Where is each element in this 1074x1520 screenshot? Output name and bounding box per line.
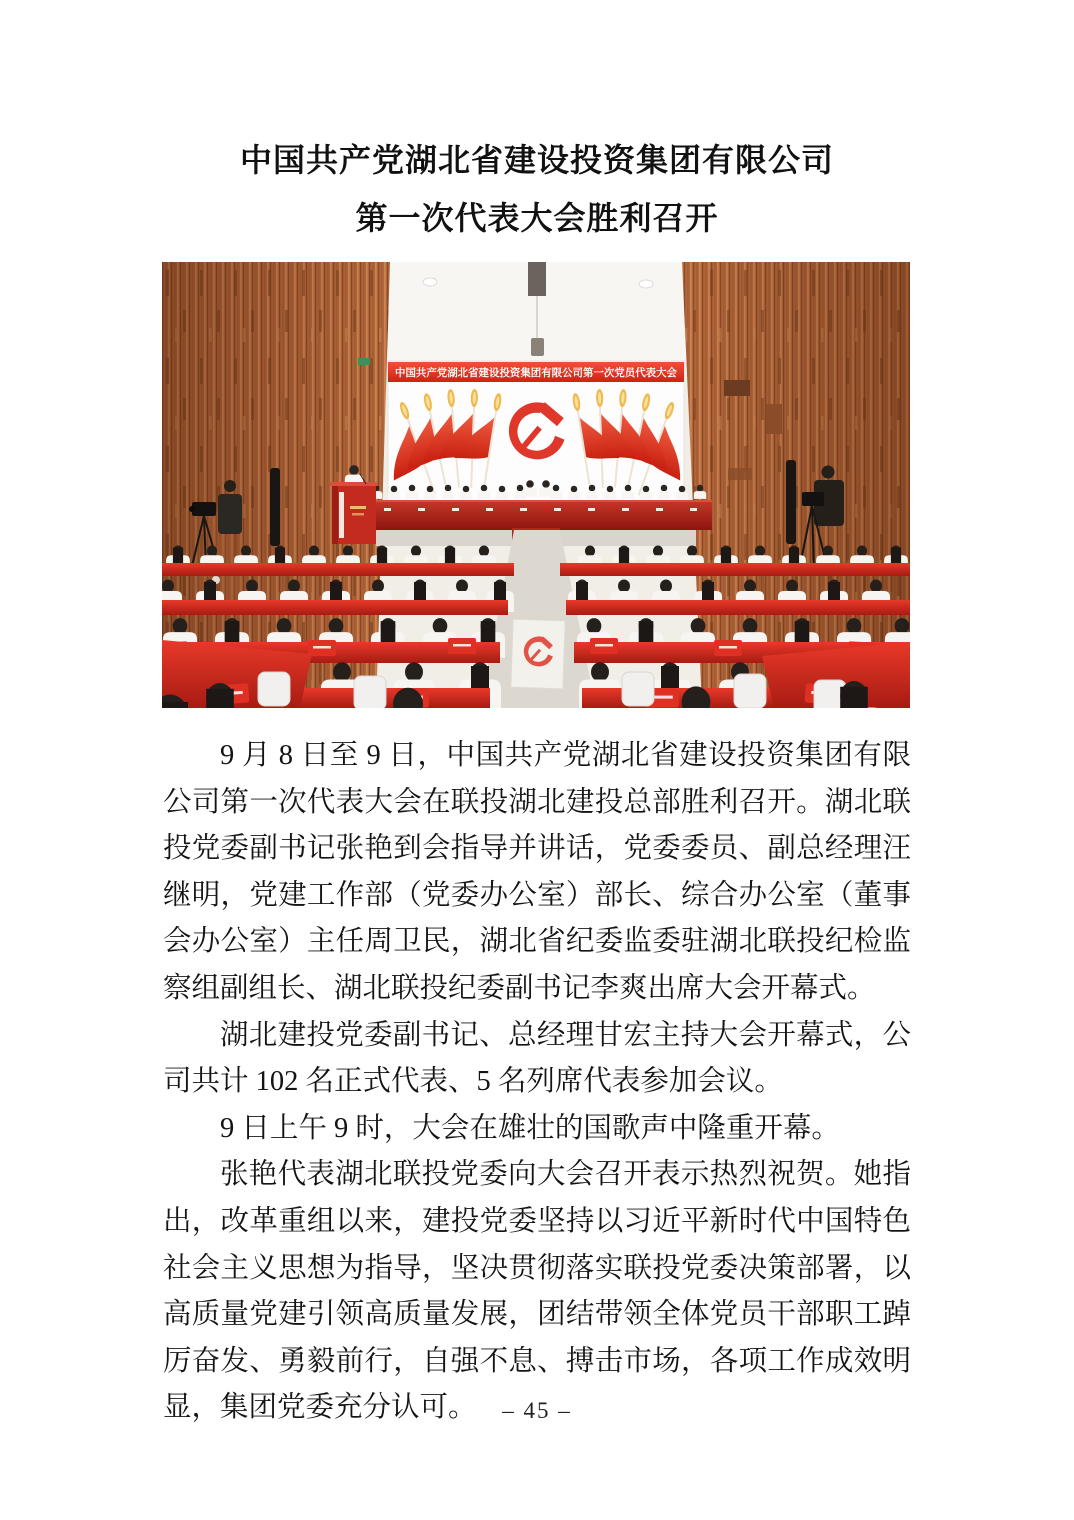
page-number: – 45 – — [502, 1398, 572, 1423]
speaker-tower-left — [270, 468, 280, 546]
article-body — [163, 733, 911, 1432]
paragraph-1: 9 月 8 日至 9 日，中国共产党湖北省建设投资集团有限公司第一次代表大会在联投湖北建投总部胜利召开。湖北联投党委副书记张艳到会指导并讲话，党委委员、副总经理汪继明，党建工作部（党委办公室）部长、综合办公室（董事会办公室）主任周卫民，湖北省纪委监委驻湖北联投纪检监察组副组长、湖北联投纪委副书记李爽出席大会开幕式。 — [163, 740, 911, 1004]
hanging-speaker — [531, 338, 544, 356]
meeting-photo — [162, 262, 910, 708]
title-line-1: 中国共产党湖北省建设投资集团有限公司 — [239, 142, 834, 178]
aisle-logo-mat — [511, 619, 565, 689]
ceiling — [378, 262, 694, 360]
ceiling-slot — [528, 262, 546, 296]
wall-screen-right — [724, 380, 750, 396]
stage-banner-text: 中国共产党湖北省建设投资集团有限公司第一次党员代表大会 — [395, 367, 679, 379]
paragraph-2: 湖北建投党委副书记、总经理甘宏主持大会开幕式，公司共计 102 名正式代表、5 名列席代表参加会议。 — [163, 1019, 911, 1098]
title-line-2: 第一次代表大会胜利召开 — [355, 200, 719, 236]
paragraph-4: 张艳代表湖北联投党委向大会召开表示热烈祝贺。她指出，改革重组以来，建投党委坚持以习近平新时代中国特色社会主义思想为指导，坚决贯彻落实联投党委决策部署，以高质量党建引领高质量发展，团结带领全体党员干部职工踔厉奋发、勇毅前行，自强不息、搏击市场，各项工作成效明显，集团党委充分认可。 — [163, 1159, 911, 1424]
document-title — [0, 131, 1074, 247]
exit-sign — [358, 358, 370, 365]
meeting-photo-canvas — [162, 262, 910, 708]
speaker-tower-right — [786, 460, 796, 544]
stage-screen — [370, 362, 705, 507]
paragraph-3: 9 日上午 9 时，大会在雄壮的国歌声中隆重开幕。 — [220, 1112, 840, 1144]
